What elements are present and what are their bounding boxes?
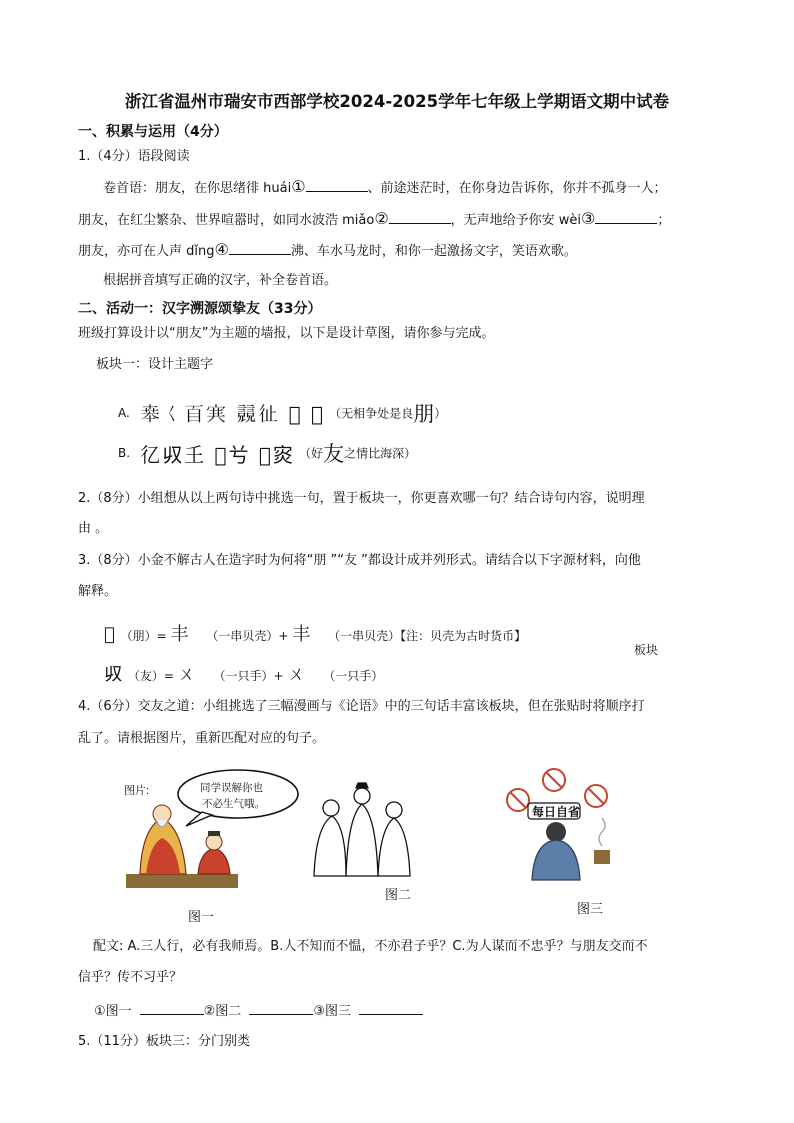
figure-1-bubble-line-2: 不必生气哦。 xyxy=(202,798,265,810)
etymology-row-you: 𠬞 （友）= ㄨ （一只手）+ ㄨ （一只手） xyxy=(104,664,384,685)
q3-line-1: 3.（8分）小金不解古人在造字时为何将“朋 ”“友 ”都设计成并列形式。请结合以下字源材料，向他 xyxy=(78,553,641,568)
figure-1-bubble-line-1: 同学误解你也 xyxy=(200,782,263,794)
board-1-label: 板块一：设计主题字 xyxy=(96,357,214,372)
q1-line-3: 朋友，亦可在人声 dǐng④ 沸、车水马龙时，和你一起激扬文字，笑语欢歌。 xyxy=(78,240,577,259)
section-2-intro: 班级打算设计以“朋友”为主题的墙报，以下是设计草图，请你参与完成。 xyxy=(78,326,495,341)
answer-blank-2[interactable] xyxy=(249,1001,313,1015)
figure-3-label: 图三 xyxy=(577,902,604,917)
q2-line-2: 由 。 xyxy=(78,521,109,536)
figure-3-image xyxy=(504,768,622,886)
section-2-heading: 二、活动一：汉字溯源颂挚友（33分） xyxy=(78,301,322,317)
q4-pairing-line-1: 配文: A.三人行，必有我师焉。B.人不知而不愠，不亦君子乎？C.为人谋而不忠乎？与朋友交而不 xyxy=(93,939,648,954)
q4-line-1: 4.（6分）交友之道：小组挑选了三幅漫画与《论语》中的三句话丰富该板块，但在张贴时将顺序打 xyxy=(78,699,645,714)
blank-2[interactable] xyxy=(389,210,451,224)
ancient-script-a: 𠦪𡿨𦣻𡨄 𧫘𢓊 𠀂 𣥢 xyxy=(139,401,326,426)
q1-instruction: 根据拼音填写正确的汉字，补全卷首语。 xyxy=(103,273,338,288)
section-1-heading: 一、积累与运用（4分） xyxy=(78,124,228,140)
figure-3-banner: 每日自省 xyxy=(532,805,581,819)
q4-line-2: 乱了。请根据图片，重新匹配对应的句子。 xyxy=(78,731,326,746)
q4-pairing-line-2: 信乎？传不习乎？ xyxy=(78,970,183,985)
page-title: 浙江省温州市瑞安市西部学校2024-2025学年七年级上学期语文期中试卷 xyxy=(124,92,670,111)
figure-2-image xyxy=(306,776,416,880)
q1-line-1: 卷首语：朋友，在你思绪徘 huái① 、前途迷茫时，在你身边告诉你，你并不孤身一人； xyxy=(103,177,667,196)
blank-1[interactable] xyxy=(306,178,368,192)
etymology-row-peng: 𣥢 （朋）= 丰 （一串贝壳）+ 丰 （一串贝壳）【注：贝壳为古时货币】 xyxy=(104,624,527,645)
option-b[interactable]: B. 𢒼𠬞𡈼 𢃊𠔃 𣳀𡨼 （好友之情比海深） xyxy=(118,442,417,467)
q4-answers: ①图一 ②图二 ③图三 xyxy=(94,1001,423,1021)
q1-line-2: 朋友，在红尘繁杂、世界喧嚣时，如同水波浩 miǎo② ，无声地给予你安 wèi③ ； xyxy=(78,209,671,228)
ancient-script-b: 𢒼𠬞𡈼 𢃊𠔃 𣳀𡨼 xyxy=(140,442,295,467)
figure-1-image xyxy=(120,768,302,898)
board-label: 板块 xyxy=(634,643,659,657)
figure-2-label: 图二 xyxy=(385,888,412,903)
answer-blank-1[interactable] xyxy=(140,1001,204,1015)
figure-1-tag: 图片: xyxy=(124,785,150,797)
option-a[interactable]: A. 𠦪𡿨𦣻𡨄 𧫘𢓊 𠀂 𣥢 （无相争处是良朋） xyxy=(118,401,447,426)
q3-line-2: 解释。 xyxy=(78,584,118,599)
q2-line-1: 2.（8分）小组想从以上两句诗中挑选一句，置于板块一，你更喜欢哪一句？结合诗句内容，说明理 xyxy=(78,491,645,506)
q5-heading: 5.（11分）板块三：分门别类 xyxy=(78,1034,250,1049)
blank-3[interactable] xyxy=(595,210,657,224)
blank-4[interactable] xyxy=(229,241,291,255)
q1-heading: 1.（4分）语段阅读 xyxy=(78,149,190,164)
answer-blank-3[interactable] xyxy=(359,1001,423,1015)
figure-1-label: 图一 xyxy=(188,910,215,925)
